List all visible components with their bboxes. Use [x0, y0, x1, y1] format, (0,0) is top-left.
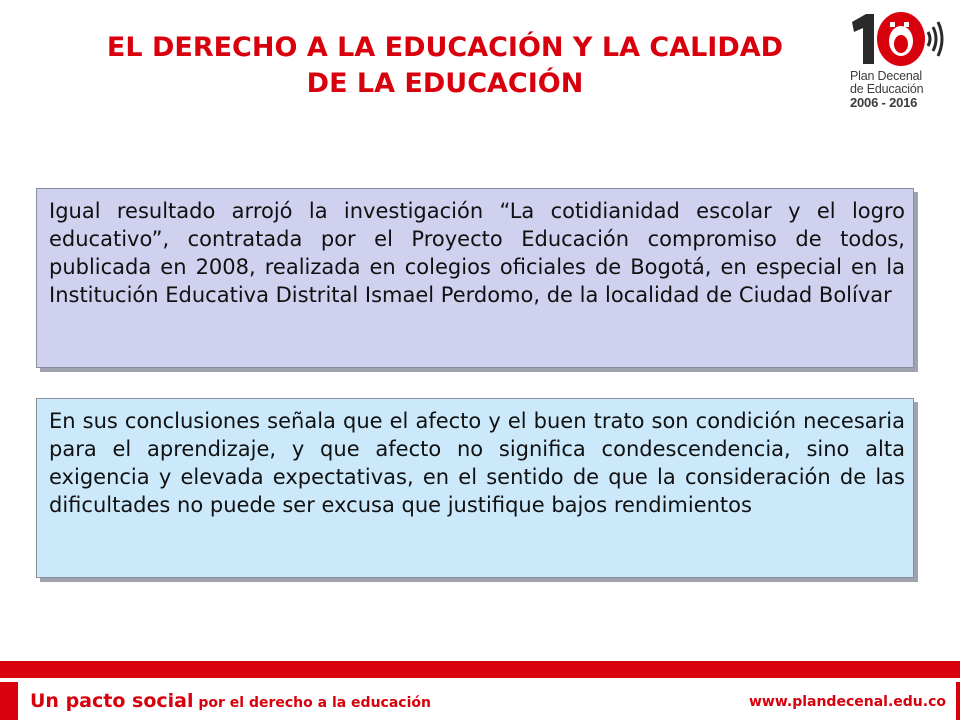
- footer-slogan: [30, 690, 431, 712]
- research-paragraph: Igual resultado arrojó la investigación “La cotidianidad escolar y el logro educativo”, contratada por el Proyecto Educación compromiso de todos, publicada en 2008, realizada en colegios oficiales de Bogotá, en especial en la Institución Educativa Distrital Ismael Perdomo, de la localidad de Ciudad Bolívar: [49, 199, 905, 307]
- slide-title: [60, 30, 830, 102]
- title-line-2: DE LA EDUCACIÓN: [306, 68, 584, 99]
- research-paragraph-box: [36, 188, 914, 368]
- title-line-1: EL DERECHO A LA EDUCACIÓN Y LA CALIDAD: [106, 32, 784, 63]
- conclusions-paragraph: En sus conclusiones señala que el afecto y el buen trato son condición necesaria para el aprendizaje, y que afecto no significa condescendencia, sino alta exigencia y elevada expectativas, en el sentido de que la consideración de las dificultades no puede ser excusa que justifique bajos rendimientos: [49, 409, 905, 517]
- logo-years: 2006 - 2016: [850, 95, 918, 110]
- footer-divider-bar: [0, 661, 960, 678]
- footer: [18, 682, 956, 720]
- conclusions-paragraph-box: [36, 398, 914, 578]
- logo-line-1: Plan Decenal: [850, 69, 922, 83]
- plan-decenal-logo: [846, 8, 946, 118]
- logo-caption: [850, 70, 946, 109]
- slogan-main: Un pacto social: [30, 690, 194, 712]
- footer-url-link[interactable]: www.plandecenal.edu.co: [748, 694, 946, 710]
- logo-line-2: de Educación: [850, 82, 924, 96]
- logo-10-icon: [846, 8, 946, 70]
- slogan-rest: por el derecho a la educación: [193, 695, 431, 711]
